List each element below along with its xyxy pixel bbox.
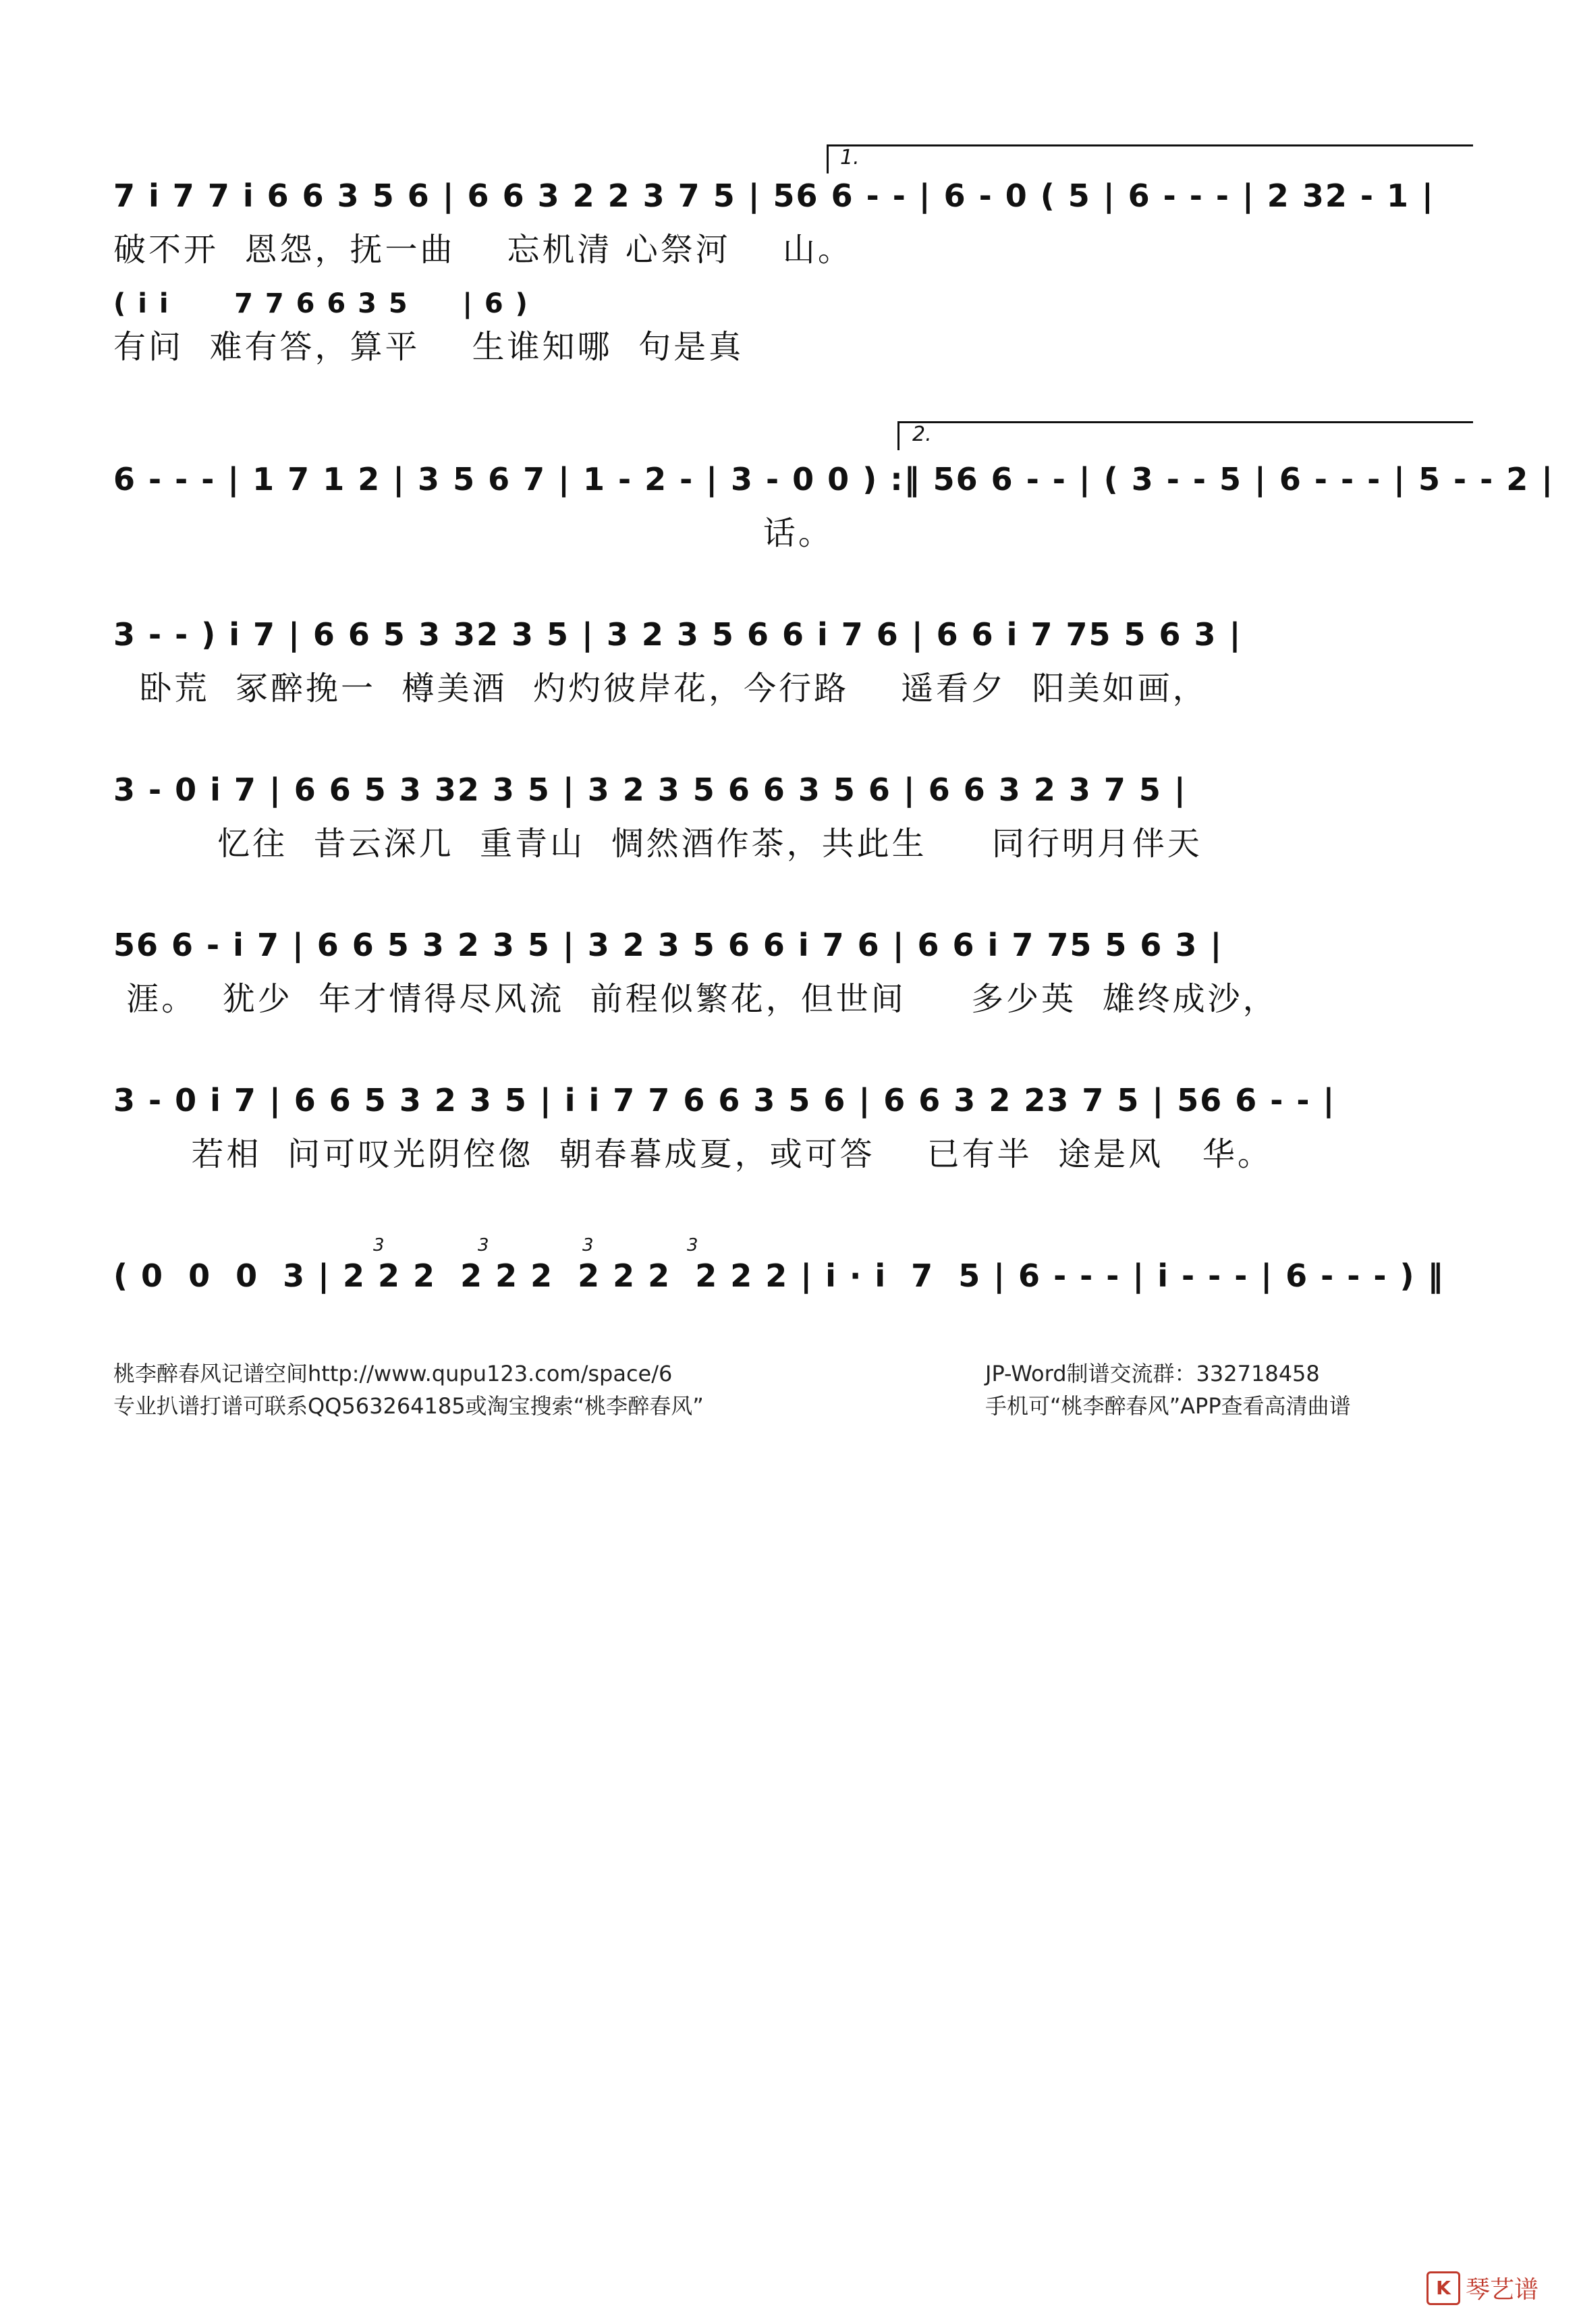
triplet-mark: 3 xyxy=(687,1235,698,1255)
score-row-6 xyxy=(113,911,1470,1026)
score-row-4 xyxy=(113,601,1470,715)
notes-line: ( i i 7 7 6 6 3 5 | 6 ) xyxy=(113,288,529,319)
score-row-5 xyxy=(113,756,1470,871)
notes-line: 3 - 0 i 7 | 6 6 5 3 32 3 5 | 3 2 3 5 6 6 3 5 6 | 6 6 3 2 3 7 5 | xyxy=(113,772,1187,808)
notes-line: 3 - - ) i 7 | 6 6 5 3 32 3 5 | 3 2 3 5 6 6 i 7 6 | 6 6 i 7 75 5 6 3 | xyxy=(113,616,1242,653)
footer-left-line-2: 专业扒谱打谱可联系QQ563264185或淘宝搜索“桃李醉春风” xyxy=(113,1393,704,1419)
score-row-1 xyxy=(113,155,1470,290)
lyric-line: 话。 xyxy=(113,514,833,552)
logo-text: 琴艺谱 xyxy=(1465,2276,1539,2304)
notes-line: 6 - - - | 1 7 1 2 | 3 5 6 7 | 1 - 2 - | 3 - 0 0 ) :‖ 56 6 - - | ( 3 - - 5 | 6 - - - | 5 - - 2 | xyxy=(113,461,1555,497)
score-row-7 xyxy=(113,1066,1470,1181)
score-row-2 xyxy=(113,277,1470,378)
notes-line: 56 6 - i 7 | 6 6 5 3 2 3 5 | 3 2 3 5 6 6 i 7 6 | 6 6 i 7 75 5 6 3 | xyxy=(113,927,1223,963)
footer-right-line-1: JP-Word制谱交流群：332718458 xyxy=(985,1361,1320,1386)
lyric-line: 破不开 恩怨，抚一曲 忘机清 心祭河 山。 xyxy=(113,231,853,269)
lyric-line: 有问 难有答，算平 生谁知哪 句是真 xyxy=(113,328,744,366)
volta-label-2: 2. xyxy=(912,423,932,446)
triplet-mark: 3 xyxy=(373,1235,385,1255)
logo-icon: K xyxy=(1426,2271,1460,2305)
volta-label-1: 1. xyxy=(840,146,860,169)
score-row-3 xyxy=(113,445,1555,560)
notes-line: ( 0 0 0 3 | 2 2 2 2 2 2 2 2 2 2 2 2 | i · i 7 5 | 6 - - - | i - - - | 6 - - - ) ‖ xyxy=(113,1258,1445,1294)
lyric-line: 若相 问可叹光阴倥偬 朝春暮成夏，或可答 已有半 途是风 华。 xyxy=(113,1135,1273,1173)
volta-bracket-1 xyxy=(827,144,1473,173)
lyric-line: 忆往 昔云深几 重青山 惆然酒作茶，共此生 同行明月伴天 xyxy=(113,825,1202,863)
footer-right-line-2: 手机可“桃李醉春风”APP查看高清曲谱 xyxy=(985,1393,1351,1419)
volta-bracket-2 xyxy=(897,421,1473,450)
lyric-line: 卧荒 冢醉挽一 樽美酒 灼灼彼岸花，今行路 遥看夕 阳美如画， xyxy=(113,670,1208,707)
score-row-8 xyxy=(113,1235,1470,1323)
footer-left-line-1: 桃李醉春风记谱空间http://www.qupu123.com/space/6 xyxy=(113,1361,673,1386)
notes-line: 7 i 7 7 i 6 6 3 5 6 | 6 6 3 2 2 3 7 5 | 56 6 - - | 6 - 0 ( 5 | 6 - - - | 2 32 - 1 | xyxy=(113,178,1435,214)
triplet-mark: 3 xyxy=(582,1235,594,1255)
notes-line: 3 - 0 i 7 | 6 6 5 3 2 3 5 | i i 7 7 6 6 3 5 6 | 6 6 3 2 23 7 5 | 56 6 - - | xyxy=(113,1082,1336,1118)
lyric-line: 涯。 犹少 年才情得尽风流 前程似繁花，但世间 多少英 雄终成沙， xyxy=(113,980,1278,1018)
brand-logo xyxy=(1426,2271,1539,2305)
triplet-mark: 3 xyxy=(478,1235,489,1255)
